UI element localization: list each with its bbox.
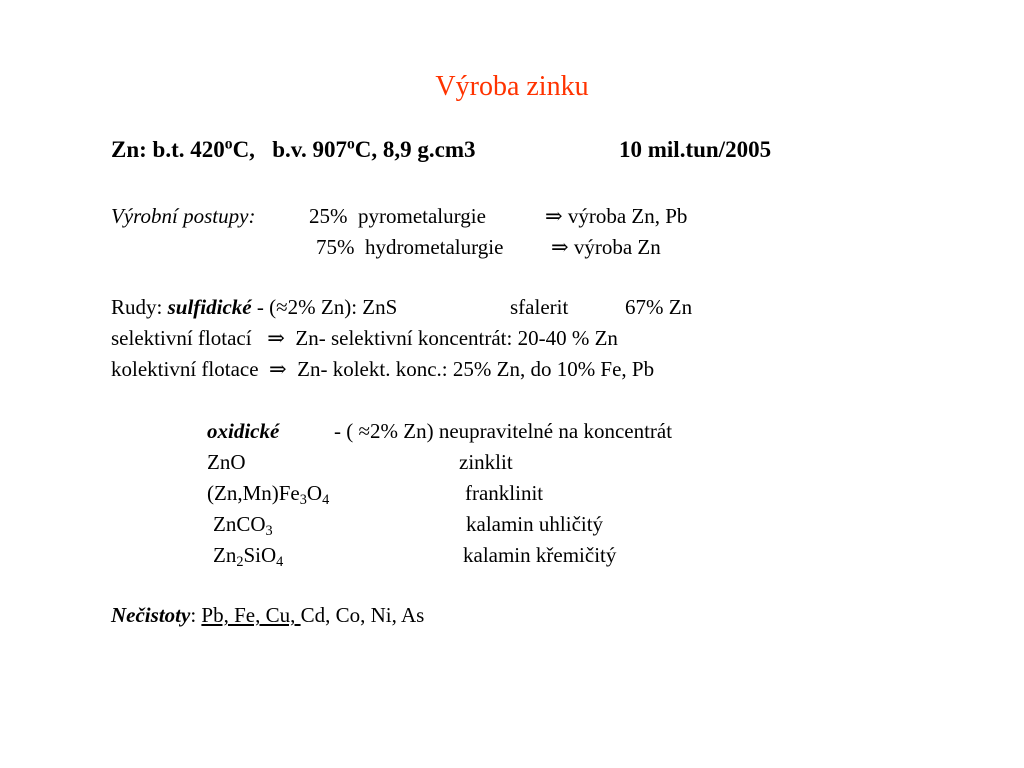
boiling-point bbox=[272, 137, 377, 162]
formula-part: O bbox=[306, 481, 323, 505]
mineral-formula bbox=[207, 452, 246, 473]
process-2-share: 75% bbox=[316, 235, 355, 259]
mineral-name-text: kalamin uhličitý bbox=[466, 512, 604, 536]
impurities-rest: Cd, Co, Ni, As bbox=[300, 603, 425, 627]
oxidic-detail-prefix: - ( bbox=[334, 419, 354, 443]
process-1 bbox=[309, 206, 486, 227]
ores-sulfidic-line bbox=[111, 297, 397, 318]
approx-icon: ≈ bbox=[276, 295, 288, 319]
process-1-result-text: výroba Zn, Pb bbox=[567, 204, 688, 228]
impurities-line bbox=[111, 605, 424, 626]
impurities-underlined: Pb, Fe, Cu, bbox=[201, 603, 301, 627]
formula-subscript: 4 bbox=[322, 491, 330, 508]
process-1-share: 25% bbox=[309, 204, 348, 228]
boiling-point-value: b.v. 907 bbox=[272, 137, 347, 162]
degree-sup-2: o bbox=[346, 135, 355, 153]
formula-subscript: 3 bbox=[299, 491, 307, 508]
sulfidic-content bbox=[625, 297, 692, 318]
mineral-name bbox=[459, 452, 513, 473]
production-figure bbox=[619, 138, 771, 161]
implies-arrow-icon: ⇒ bbox=[545, 204, 563, 228]
sulfidic-detail: 2% Zn): ZnS bbox=[287, 295, 398, 319]
formula-part: ZnCO bbox=[213, 512, 266, 536]
mineral-formula bbox=[207, 481, 330, 508]
processes-label: Výrobní postupy: bbox=[111, 204, 256, 228]
process-2-result-text: výroba Zn bbox=[573, 235, 661, 259]
impurities-colon: : bbox=[190, 603, 197, 627]
production-value: 10 mil.tun/2005 bbox=[619, 137, 772, 162]
sulfidic-mineral bbox=[510, 297, 568, 318]
collective-flotation-line bbox=[111, 359, 654, 380]
sulfidic-content-value: 67% Zn bbox=[625, 295, 693, 319]
collective-flotation-result: Zn- kolekt. konc.: 25% Zn, do 10% Fe, Pb bbox=[297, 357, 655, 381]
process-2-result bbox=[551, 237, 661, 258]
celsius-unit: C, bbox=[232, 137, 255, 162]
selective-flotation-result: Zn- selektivní koncentrát: 20-40 % Zn bbox=[295, 326, 618, 350]
formula-part: (Zn,Mn)Fe bbox=[207, 481, 300, 505]
oxidic-label: oxidické bbox=[207, 419, 280, 443]
oxidic-detail-text: 2% Zn) neupravitelné na koncentrát bbox=[370, 419, 673, 443]
selective-flotation-text: selektivní flotací bbox=[111, 326, 252, 350]
processes-line-1 bbox=[111, 206, 255, 227]
formula-part: SiO bbox=[243, 543, 277, 567]
formula-subscript: 3 bbox=[265, 522, 273, 539]
implies-arrow-icon: ⇒ bbox=[551, 235, 569, 259]
mineral-formula bbox=[213, 543, 284, 570]
mineral-name bbox=[463, 545, 616, 566]
process-1-method: pyrometalurgie bbox=[358, 204, 486, 228]
ores-label: Rudy: bbox=[111, 295, 163, 319]
oxidic-label-wrap bbox=[207, 421, 279, 442]
mineral-name-text: kalamin křemičitý bbox=[463, 543, 617, 567]
selective-flotation-line bbox=[111, 328, 618, 349]
mineral-name-text: franklinit bbox=[465, 481, 544, 505]
process-2-method: hydrometalurgie bbox=[365, 235, 504, 259]
melting-point bbox=[153, 137, 255, 162]
process-2 bbox=[316, 237, 503, 258]
celsius-unit-2: C, bbox=[354, 137, 378, 162]
implies-arrow-icon: ⇒ bbox=[269, 357, 287, 381]
zinc-properties-line bbox=[111, 135, 476, 162]
formula-subscript: 2 bbox=[236, 553, 244, 570]
mineral-name bbox=[465, 483, 543, 504]
element-label: Zn: bbox=[111, 137, 147, 162]
oxidic-detail bbox=[334, 421, 672, 442]
formula-subscript: 4 bbox=[276, 553, 284, 570]
slide-title bbox=[0, 73, 1024, 101]
approx-icon: ≈ bbox=[358, 419, 371, 443]
mineral-name-text: zinklit bbox=[459, 450, 513, 474]
degree-sup: o bbox=[224, 135, 233, 153]
title-text: Výroba zinku bbox=[435, 71, 589, 102]
sulfidic-label: sulfidické bbox=[167, 295, 252, 319]
mineral-formula bbox=[213, 512, 273, 539]
implies-arrow-icon: ⇒ bbox=[267, 326, 285, 350]
sulfidic-detail-prefix: - ( bbox=[256, 295, 277, 319]
impurities-label: Nečistoty bbox=[111, 603, 191, 627]
melting-point-value: b.t. 420 bbox=[152, 137, 225, 162]
process-1-result bbox=[545, 206, 687, 227]
mineral-name bbox=[466, 514, 603, 535]
collective-flotation-text: kolektivní flotace bbox=[111, 357, 259, 381]
sulfidic-mineral-name: sfalerit bbox=[510, 295, 569, 319]
density: 8,9 g.cm3 bbox=[382, 137, 476, 162]
mineral-formula-text: ZnO bbox=[207, 450, 246, 474]
formula-part: Zn bbox=[213, 543, 237, 567]
